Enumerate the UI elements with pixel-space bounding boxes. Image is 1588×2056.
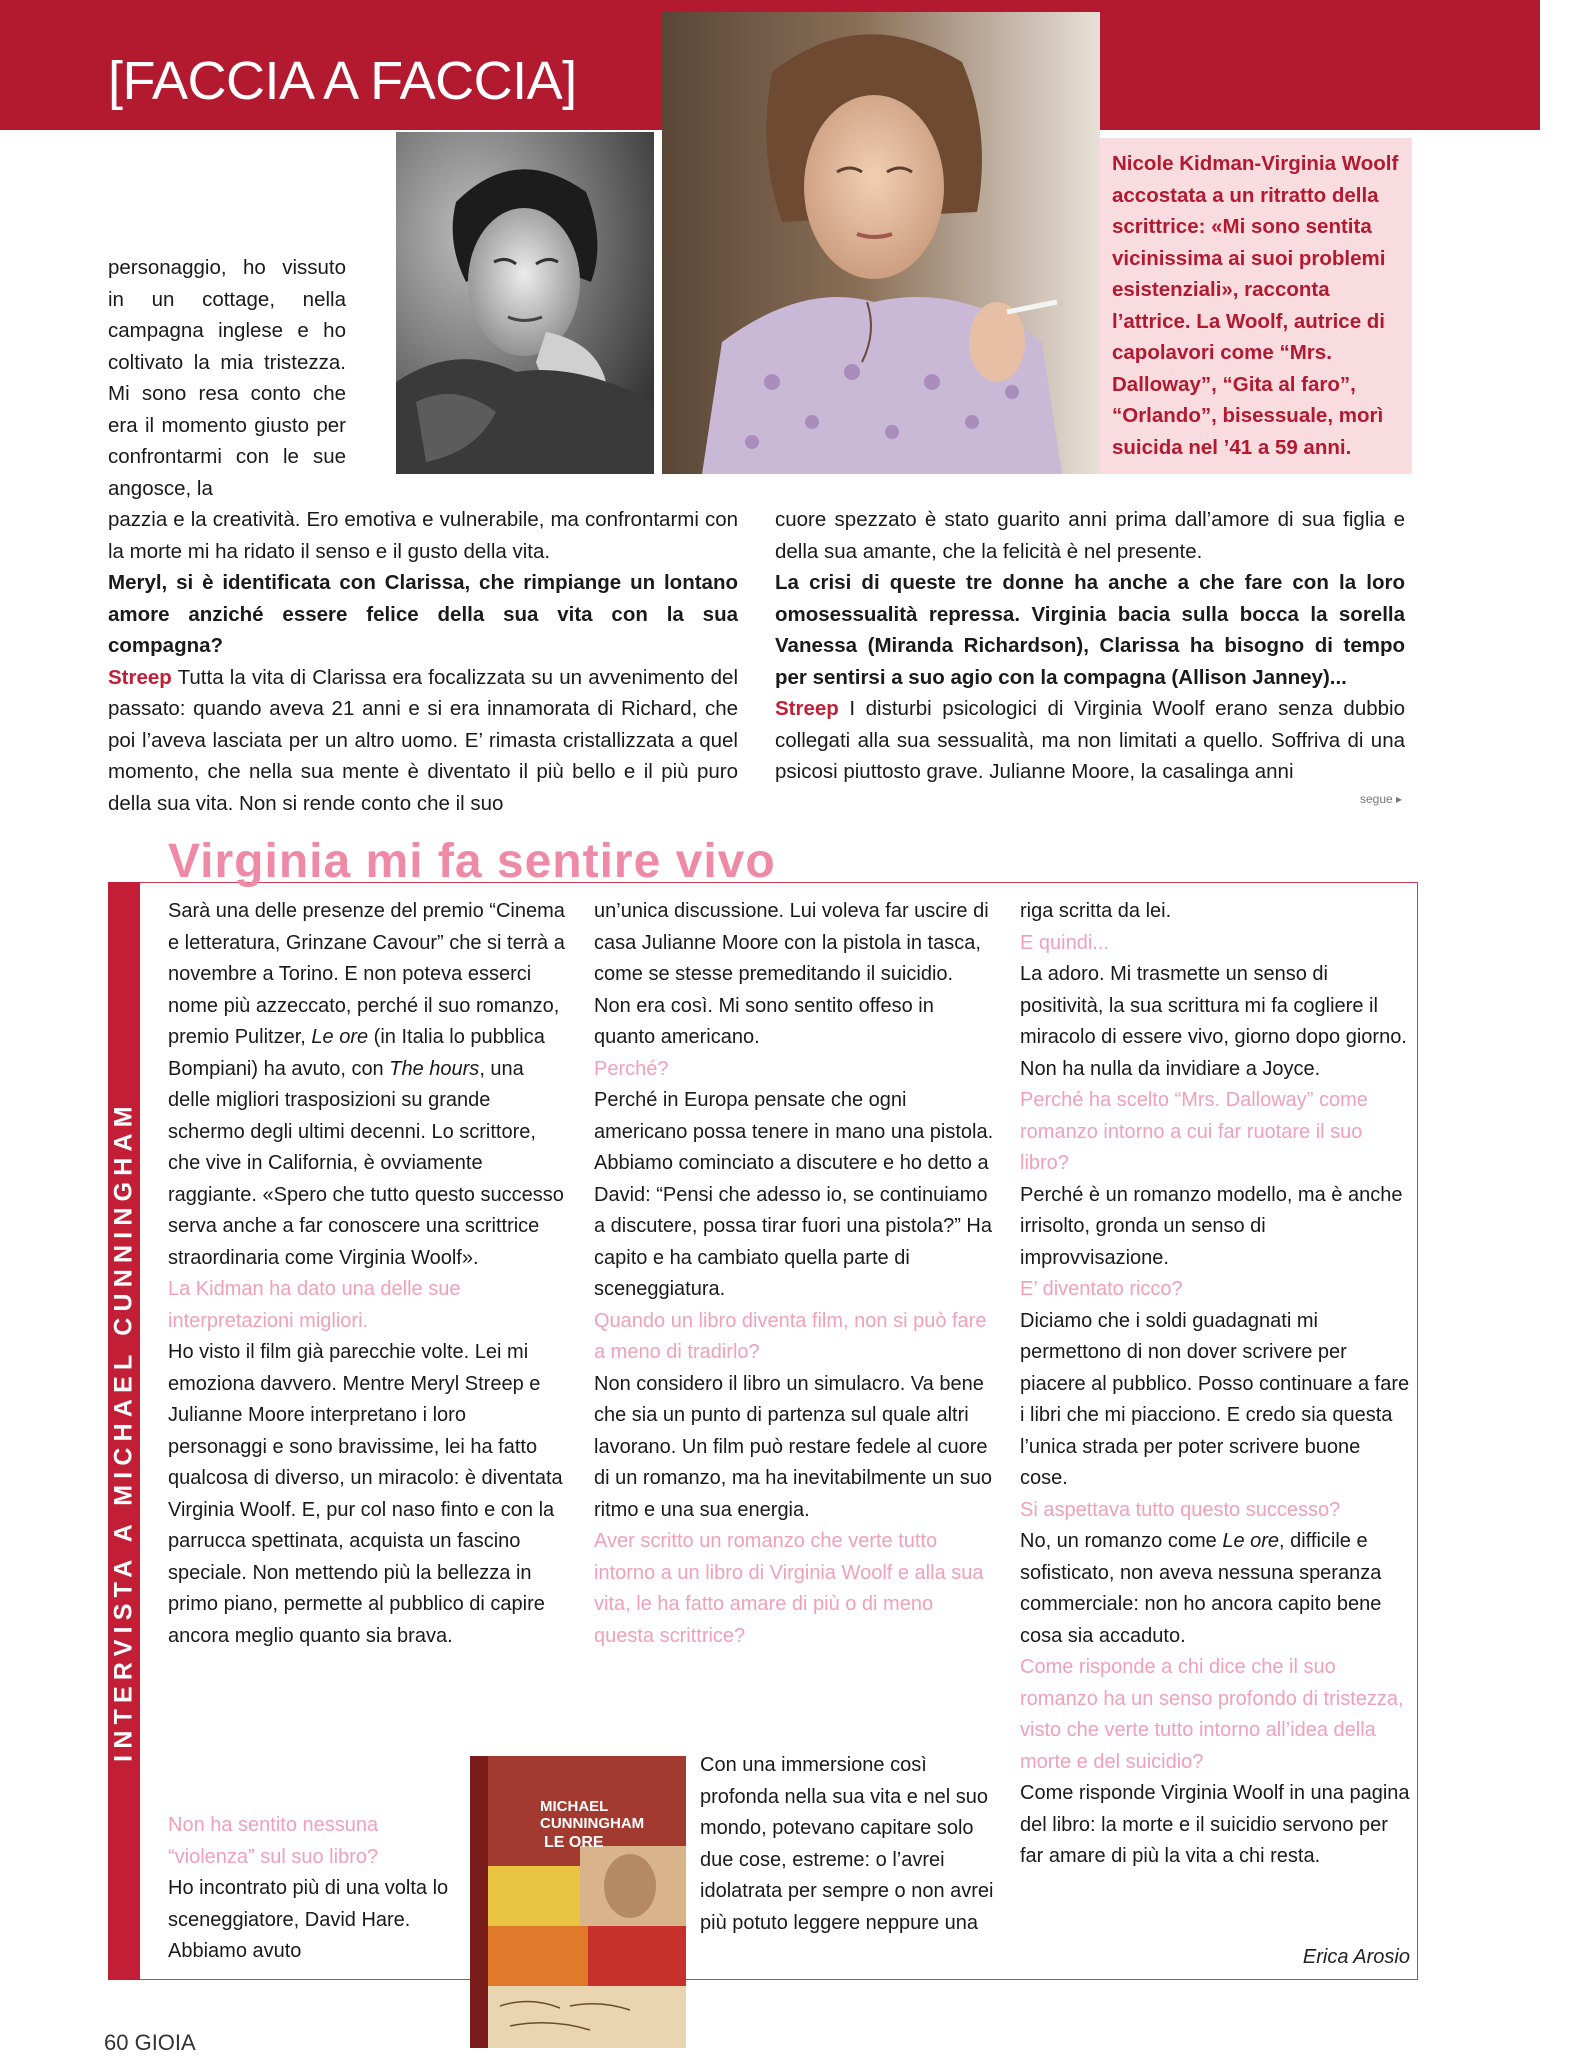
interview-answer: Ho visto il film già parecchie volte. Lei mi emoziona davvero. Mentre Meryl Streep e Julianne Moore interpretano i loro personaggi e sono bravissime, lei ha fatto qualcosa di diverso, un miracolo: è diventata Virginia Woolf. E, pur col naso finto e con la parrucca spettinata, acquista un fascino speciale. Non mettendo più la bellezza in primo piano, permette al pubblico di capire ancora meglio quanto sia brava.: [168, 1341, 563, 1647]
interview-answer: Non considero il libro un simulacro. Va bene che sia un punto di partenza sul quale altri lavorano. Un film può restare fedele al cuore di un romanzo, ma ha inevitabilmente un suo ritmo e una sua energia.: [594, 1372, 993, 1521]
article-column-left: [108, 504, 738, 819]
author-byline: Erica Arosio: [1302, 1946, 1410, 1968]
film-title-italic: The hours: [389, 1057, 480, 1080]
interview-answer: riga scritta da lei.: [1020, 900, 1172, 922]
interview-question: Aver scritto un romanzo che verte tutto intorno a un libro di Virginia Woolf e alla sua vita, le ha fatto amare di più o di meno questa scrittrice?: [594, 1530, 984, 1647]
interview-question: La Kidman ha dato una delle sue interpretazioni migliori.: [168, 1278, 461, 1332]
interview-intro: , una delle migliori trasposizioni su grande schermo degli ultimi decenni. Lo scrittore, che vive in California, è ovviamente raggiante. «Spero che tutto questo successo serva anche a far conoscere una scrittrice straordinaria come Virginia Woolf».: [168, 1057, 564, 1269]
interview-question: E’ diventato ricco?: [1020, 1278, 1183, 1300]
photo-caption: Nicole Kidman-Virginia Woolf accostata a un ritratto della scrittrice: «Mi sono sentita vicinissima ai suoi problemi esistenziali», racconta l’attrice. La Woolf, autrice di capolavori come “Mrs. Dalloway”, “Gita al faro”, “Orlando”, bisessuale, morì suicida nel ’41 a 59 anni.: [1112, 152, 1399, 459]
interview-column-3: [1020, 896, 1410, 1873]
header-edge: [1540, 0, 1588, 30]
continue-marker: segue ▸: [1360, 792, 1403, 806]
book-cover-author: MICHAEL CUNNINGHAM: [540, 1798, 645, 1832]
section-title: [FACCIA A FACCIA]: [108, 51, 577, 111]
interview-answer: Ho incontrato più di una volta lo sceneggiatore, David Hare. Abbiamo avuto: [168, 1877, 449, 1962]
book-title-italic: Le ore: [1222, 1530, 1280, 1552]
page-footer: 60 GIOIA: [104, 2030, 196, 2055]
kidman-photo-image: [662, 12, 1100, 474]
article-column-right: [775, 504, 1405, 788]
interview-column-2: [594, 896, 994, 1652]
article-answer: I disturbi psicologici di Virginia Woolf erano senza dubbio collegati alla sua sessualità, ma non limitati a quello. Soffriva di una psicosi piuttosto grave. Julianne Moore, la casalinga anni: [775, 697, 1405, 783]
interview-question: Quando un libro diventa film, non si può fare a meno di tradirlo?: [594, 1309, 987, 1363]
interview-question: Non ha sentito nessuna “violenza” sul suo libro?: [168, 1814, 379, 1868]
interview-title: Virginia mi fa sentire vivo: [168, 835, 776, 888]
article-intro: personaggio, ho vissuto in un cottage, nella campagna inglese e ho coltivato la mia tristezza. Mi sono resa conto che era il momento giusto per confrontarmi con le sue angosce, la: [108, 256, 346, 500]
article-question: Meryl, si è identificata con Clarissa, che rimpiange un lontano amore anziché essere felice della sua vita con la sua compagna?: [108, 571, 738, 657]
article-question: La crisi di queste tre donne ha anche a che fare con la loro omosessualità repressa. Virginia bacia sulla bocca la sorella Vanessa (Miranda Richardson), Clarissa ha bisogno di tempo per sentirsi a suo agio con la compagna (Allison Janney)...: [775, 571, 1405, 689]
interview-intro: Sarà una delle presenze del premio “Cinema e letteratura, Grinzane Cavour” che si terrà a novembre a Torino. E non poteva esserci nome più azzeccato, perché il suo romanzo, premio Pulitzer,: [168, 900, 565, 1048]
interview-answer: Con una immersione così profonda nella sua vita e nel suo mondo, potevano capitare solo due cose, estreme: o l’avrei idolatrata per sempre o non avrei più potuto leggere neppure una: [700, 1754, 994, 1934]
book-title-italic: Le ore: [311, 1026, 369, 1048]
interview-answer: Perché è un romanzo modello, ma è anche irrisolto, gronda un senso di improvvisazione.: [1020, 1183, 1403, 1269]
interview-intro: (in Italia lo pubblica Bompiani) ha avuto, con: [168, 1026, 545, 1080]
article-answer: Tutta la vita di Clarissa era focalizzata su un avvenimento del passato: quando aveva 21 anni e si era innamorata di Richard, che poi l’aveva lasciata per un altro uomo. E’ rimasta cristallizzata a quel momento, che nella sua mente è diventato il più bello e il più puro della sua vita. Non si rende conto che il suo: [108, 665, 738, 815]
interview-answer: , difficile e sofisticato, non aveva nessuna speranza commerciale: non ho ancora capito bene cosa sia accaduto.: [1020, 1530, 1382, 1647]
interview-sidebar-label: INTERVISTA A MICHAEL CUNNINGHAM: [109, 1100, 138, 1762]
interview-answer: un’unica discussione. Lui voleva far uscire di casa Julianne Moore con la pistola in tasca, come se stesse premeditando il suicidio. Non era così. Mi sono sentito offeso in quanto americano.: [594, 900, 989, 1048]
speaker-label: Streep: [108, 665, 172, 689]
interview-column-2-end: [700, 1750, 1000, 1939]
book-cover-title: LE ORE: [544, 1834, 604, 1851]
interview-answer: No, un romanzo come: [1020, 1530, 1223, 1552]
article-paragraph: pazzia e la creatività. Ero emotiva e vulnerabile, ma confrontarmi con la morte mi ha ridato il senso e il gusto della vita.: [108, 508, 738, 563]
interview-question: Si aspettava tutto questo successo?: [1020, 1498, 1341, 1521]
woolf-portrait-image: [396, 132, 654, 474]
interview-answer: Perché in Europa pensate che ogni americano possa tenere in mano una pistola. Abbiamo cominciato a discutere e ho detto a David: “Pensi che adesso io, se continuiamo a discutere, possa tirar fuori una pistola?” Ha capito e ha cambiato quella parte di sceneggiatura.: [594, 1089, 994, 1300]
interview-question: E quindi...: [1020, 931, 1109, 954]
interview-question: Perché ha scelto “Mrs. Dalloway” come romanzo intorno a cui far ruotare il suo libro?: [1020, 1089, 1368, 1174]
interview-question: Perché?: [594, 1057, 669, 1080]
interview-column-1: [168, 896, 568, 1652]
article-paragraph: cuore spezzato è stato guarito anni prima dall’amore di sua figlia e della sua amante, che la felicità è nel presente.: [775, 508, 1405, 563]
interview-answer: Come risponde Virginia Woolf in una pagina del libro: la morte e il suicidio servono per far amare di più la vita a chi resta.: [1020, 1782, 1410, 1867]
interview-question: Come risponde a chi dice che il suo romanzo ha un senso profondo di tristezza, visto che verte tutto intorno all’idea della morte e del suicidio?: [1020, 1656, 1404, 1773]
interview-answer: Diciamo che i soldi guadagnati mi permettono di non dover scrivere per piacere al pubblico. Posso continuare a fare i libri che mi piacciono. E credo sia questa l’unica strada per poter scrivere buone cose.: [1020, 1309, 1410, 1489]
interview-answer: La adoro. Mi trasmette un senso di positività, la sua scrittura mi fa cogliere il miracolo di essere vivo, giorno dopo giorno. Non ha nulla da invidiare a Joyce.: [1020, 963, 1407, 1080]
speaker-label: Streep: [775, 697, 839, 720]
interview-column-1-end: [168, 1810, 458, 1968]
